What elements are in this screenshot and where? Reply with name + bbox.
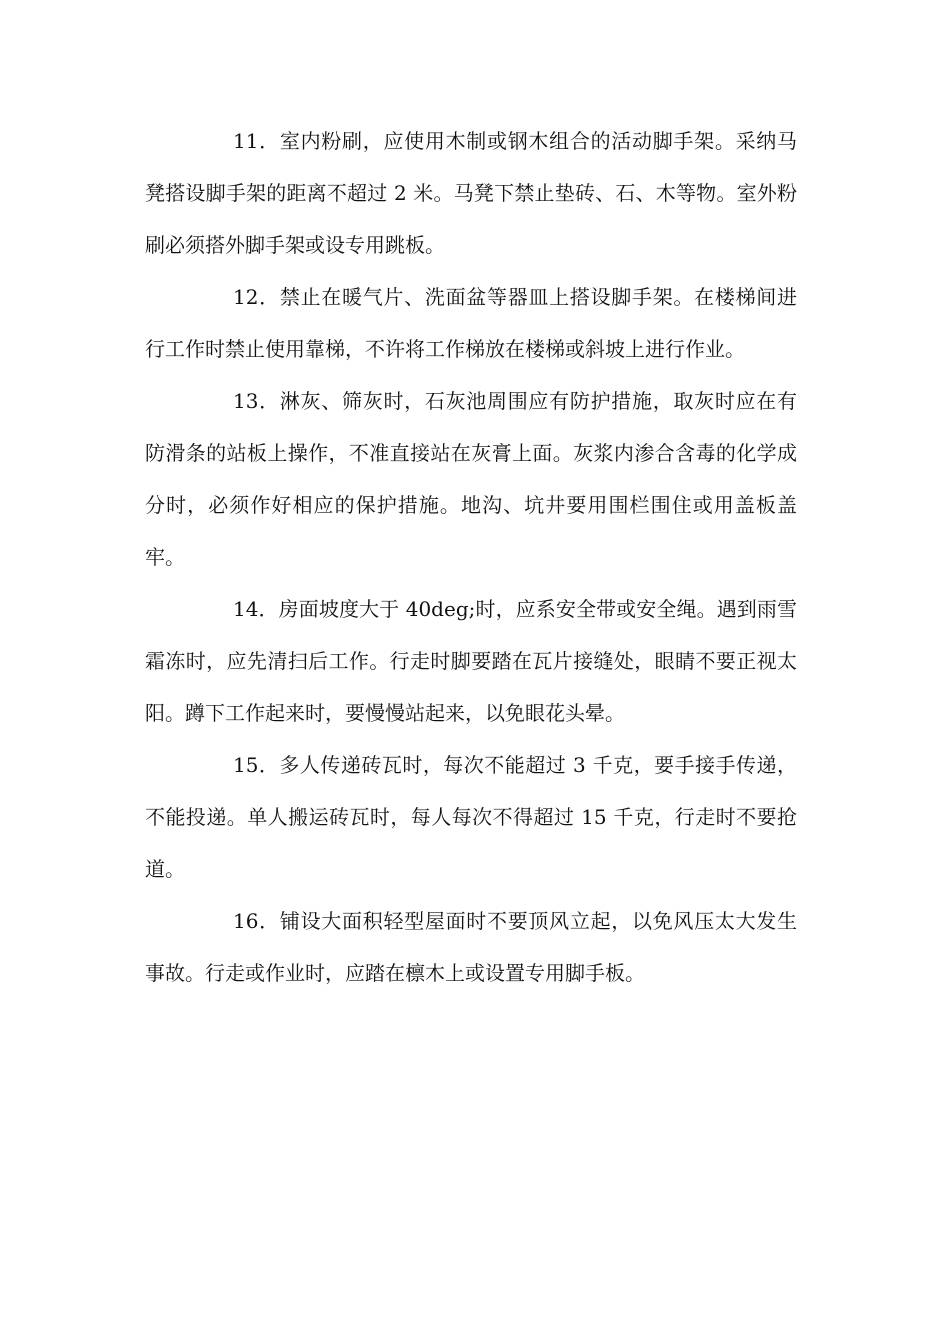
paragraph-11: 11．室内粉刷，应使用木制或钢木组合的活动脚手架。采纳马凳搭设脚手架的距离不超过 2 米。马凳下禁止垫砖、石、木等物。室外粉刷必须搭外脚手架或设专用跳板。 xyxy=(145,129,797,257)
paragraph-12: 12．禁止在暖气片、洗面盆等器皿上搭设脚手架。在楼梯间进行工作时禁止使用靠梯，不许将工作梯放在楼梯或斜坡上进行作业。 xyxy=(145,285,797,361)
document-body xyxy=(145,115,797,999)
paragraph-13: 13．淋灰、筛灰时，石灰池周围应有防护措施，取灰时应在有防滑条的站板上操作，不准直接站在灰膏上面。灰浆内渗合含毒的化学成分时，必须作好相应的保护措施。地沟、坑井要用围栏围住或用盖板盖牢。 xyxy=(145,389,797,569)
paragraph-15: 15．多人传递砖瓦时，每次不能超过 3 千克，要手接手传递，不能投递。单人搬运砖瓦时，每人每次不得超过 15 千克，行走时不要抢道。 xyxy=(145,753,797,881)
paragraph-14: 14．房面坡度大于 40deg;时，应系安全带或安全绳。遇到雨雪霜冻时，应先清扫后工作。行走时脚要踏在瓦片接缝处，眼睛不要正视太阳。蹲下工作起来时，要慢慢站起来，以免眼花头晕。 xyxy=(145,597,797,725)
paragraph-16: 16．铺设大面积轻型屋面时不要顶风立起，以免风压太大发生事故。行走或作业时，应踏在檩木上或设置专用脚手板。 xyxy=(145,909,797,985)
